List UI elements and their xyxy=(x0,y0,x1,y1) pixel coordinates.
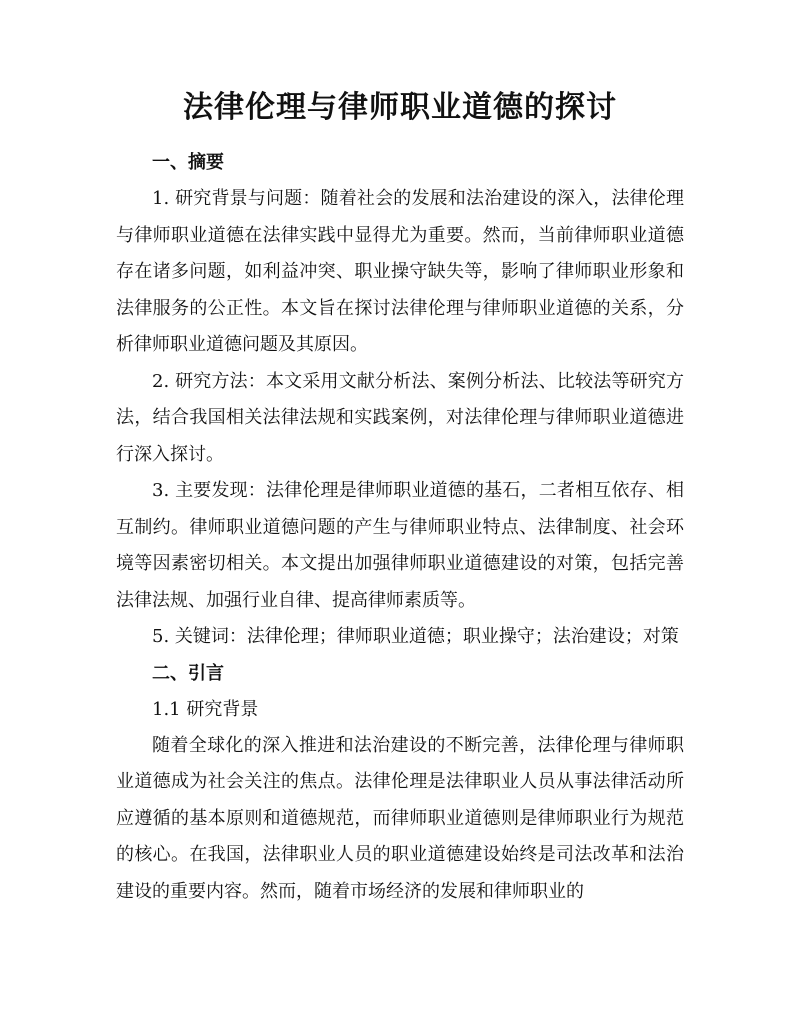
intro-heading: 二、引言 xyxy=(152,662,224,684)
intro-paragraph: 随着全球化的深入推进和法治建设的不断完善，法律伦理与律师职业道德成为社会关注的焦点。法律伦理是法律职业人员从事法律活动所应遵循的基本原则和道德规范，而律师职业道德则是律师职业行为规范的核心。在我国，法律职业人员的职业道德建设始终是司法改革和法治建设的重要内容。然而，随着市场经济的发展和律师职业的 xyxy=(116,734,684,902)
abstract-item: 5. 关键词：法律伦理；律师职业道德；职业操守；法治建设；对策 xyxy=(152,626,679,647)
abstract-item: 3. 主要发现：法律伦理是律师职业道德的基石，二者相互依存、相互制约。律师职业道德问题的产生与律师职业特点、法律制度、社会环境等因素密切相关。本文提出加强律师职业道德建设的对策，包括完善法律法规、加强行业自律、提高律师素质等。 xyxy=(116,480,684,611)
abstract-item: 2. 研究方法：本文采用文献分析法、案例分析法、比较法等研究方法，结合我国相关法律法规和实践案例，对法律伦理与律师职业道德进行深入探讨。 xyxy=(116,370,684,465)
document-title: 法律伦理与律师职业道德的探讨 xyxy=(183,90,617,125)
intro-sub-heading: 1.1 研究背景 xyxy=(152,698,259,720)
abstract-item: 1. 研究背景与问题：随着社会的发展和法治建设的深入，法律伦理与律师职业道德在法律实践中显得尤为重要。然而，当前律师职业道德存在诸多问题，如利益冲突、职业操守缺失等，影响了律师职业形象和法律服务的公正性。本文旨在探讨法律伦理与律师职业道德的关系，分析律师职业道德问题及其原因。 xyxy=(116,188,684,355)
abstract-heading: 一、摘要 xyxy=(152,152,224,173)
document-body xyxy=(116,145,684,910)
